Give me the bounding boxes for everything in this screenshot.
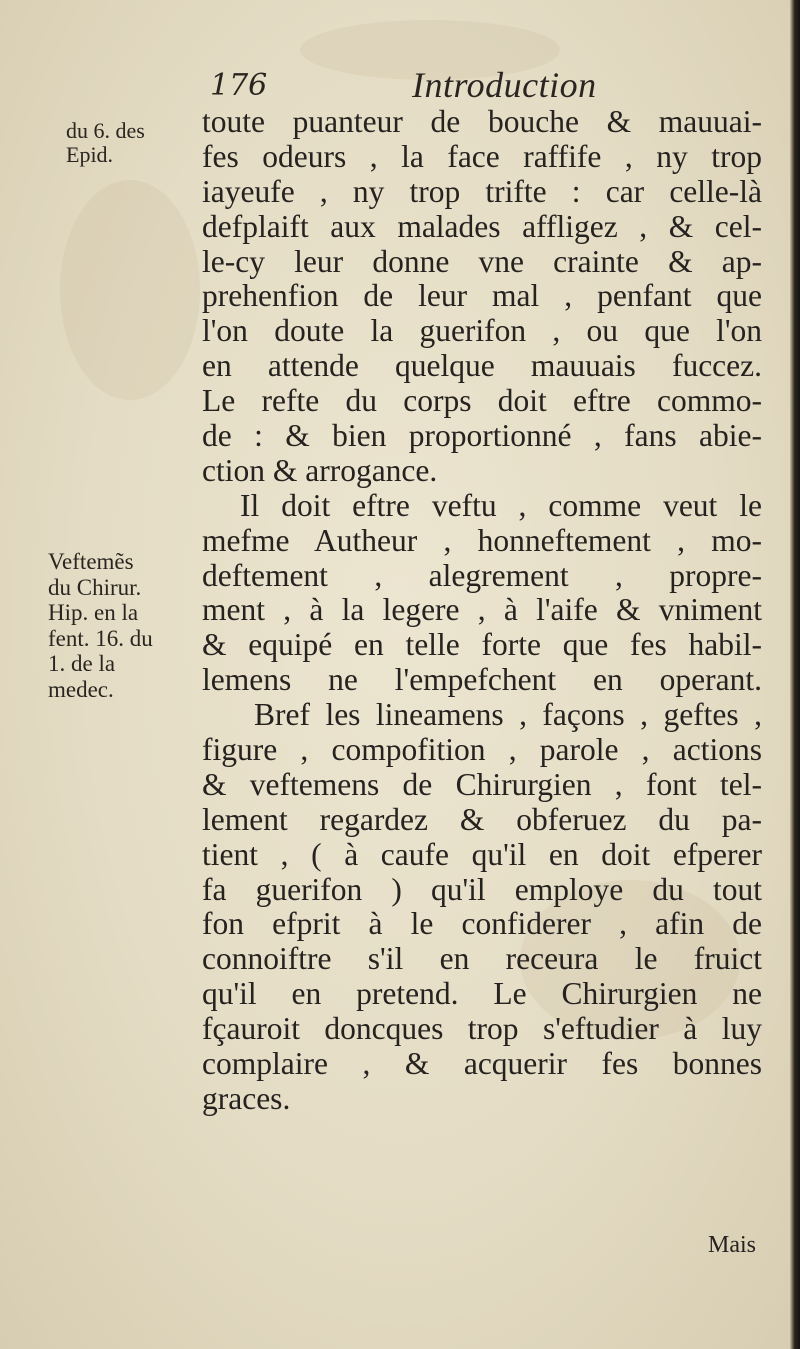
- marginal-line: du 6. des: [66, 118, 145, 143]
- text-line: & equipé en telle forte que fes habil-: [202, 627, 762, 663]
- text-line: prehenfion de leur mal , penfant que: [202, 278, 762, 314]
- marginal-line: medec.: [48, 676, 114, 702]
- marginal-line: Veftemẽs: [48, 549, 134, 574]
- text-line: deftement , alegrement , propre-: [202, 557, 762, 593]
- text-line: defplaift aux malades affligez , & cel-: [202, 208, 762, 244]
- text-line: lemens ne l'empefchent en operant.: [202, 662, 762, 698]
- text-line: fçauroit doncques trop s'eftudier à luy: [202, 1011, 762, 1047]
- text-line: Bref les lineamens , façons , geftes ,: [254, 697, 762, 733]
- text-line: qu'il en pretend. Le Chirurgien ne: [202, 976, 762, 1012]
- text-line: connoiftre s'il en receura le fruict: [202, 941, 762, 977]
- text-line: fes odeurs , la face raffife , ny trop: [202, 138, 762, 174]
- marginal-line: fent. 16. du: [48, 625, 153, 651]
- marginal-line: Epid.: [66, 142, 114, 167]
- text-line: ment , à la legere , à l'aife & vniment: [202, 592, 762, 628]
- body-text: [202, 105, 762, 1117]
- text-line: Le refte du corps doit eftre commo-: [202, 383, 762, 419]
- text-line: toute puanteur de bouche & mauuai-: [202, 104, 762, 139]
- text-line: le-cy leur donne vne crainte & ap-: [202, 243, 762, 279]
- marginal-note-vestemens: [48, 549, 153, 702]
- running-head: Introduction: [412, 65, 597, 105]
- marginal-line: du Chirur.: [48, 574, 142, 600]
- marginal-line: Hip. en la: [48, 600, 139, 625]
- text-line: fa guerifon ) qu'il employe du tout: [202, 871, 762, 907]
- text-line: complaire , & acquerir fes bonnes: [202, 1046, 762, 1082]
- text-line: de : & bien proportionné , fans abie-: [202, 418, 762, 454]
- text-line: ction & arrogance.: [202, 452, 438, 488]
- text-line: tient , ( à caufe qu'il en doit efperer: [202, 836, 762, 872]
- marginal-line: 1. de la: [48, 651, 116, 676]
- text-line: graces.: [202, 1080, 291, 1116]
- text-line: iayeufe , ny trop trifte : car celle-là: [202, 173, 762, 209]
- text-line: l'on doute la guerifon , ou que l'on: [202, 313, 762, 349]
- text-line: figure , compofition , parole , actions: [202, 732, 762, 768]
- text-line: fon efprit à le confiderer , afin de: [202, 906, 762, 942]
- page-edge-shadow: [790, 0, 800, 1349]
- page-number: 176: [210, 68, 268, 103]
- catchword: Mais: [708, 1232, 756, 1258]
- text-line: lement regardez & obferuez du pa-: [202, 801, 762, 837]
- text-line: mefme Autheur , honneftement , mo-: [202, 522, 762, 558]
- marginal-note-epid: [66, 119, 145, 167]
- text-line: en attende quelque mauuais fuccez.: [202, 348, 762, 384]
- text-line: & veftemens de Chirurgien , font tel-: [202, 766, 762, 802]
- paper-stain: [60, 180, 200, 400]
- text-line: Il doit eftre veftu , comme veut le: [240, 487, 762, 523]
